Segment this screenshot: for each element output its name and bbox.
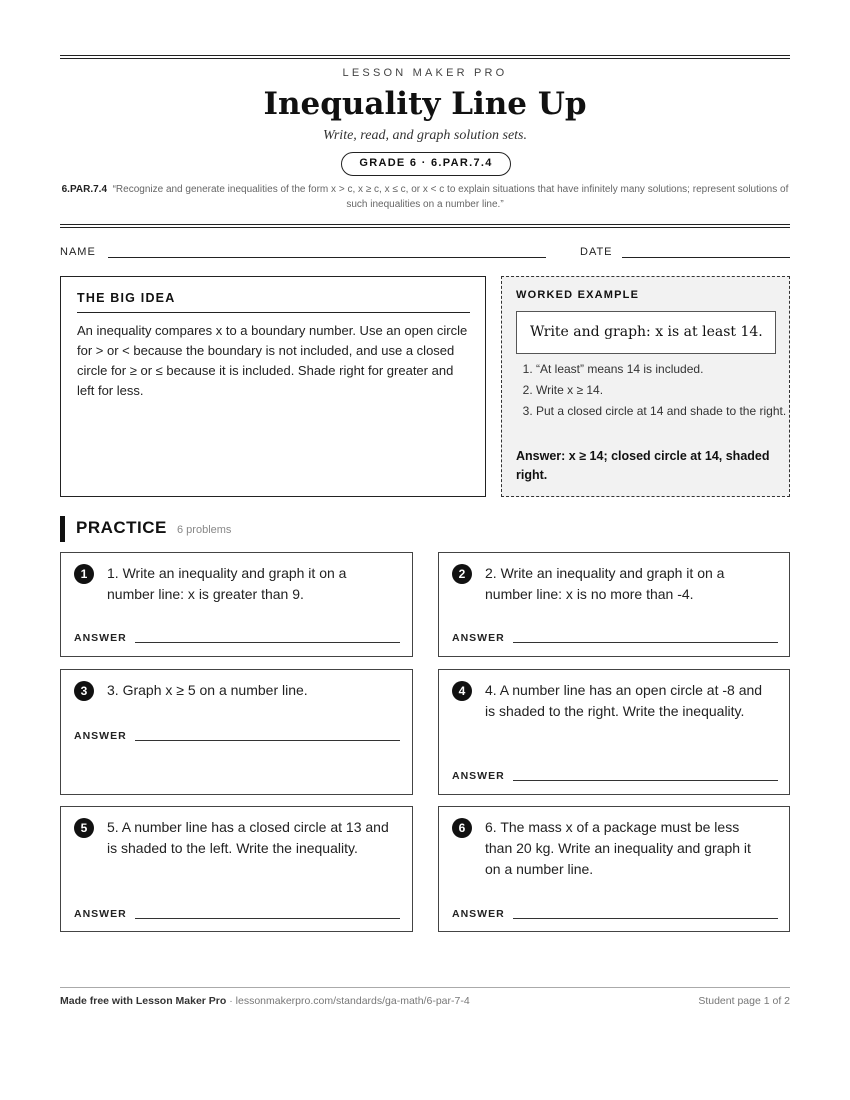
page-title: Inequality Line Up	[263, 86, 587, 122]
answer-label: ANSWER	[74, 908, 127, 920]
problem-card-3	[60, 669, 413, 795]
worked-step: 3. Put a closed circle at 14 and shade to the right.	[536, 401, 798, 422]
name-label: NAME	[60, 246, 96, 258]
worked-example-answer: Answer: x ≥ 14; closed circle at 14, shaded right.	[516, 449, 770, 482]
name-field-line[interactable]	[108, 257, 546, 258]
header-bottom-double-rule	[60, 224, 790, 228]
standard-text: “Recognize and generate inequalities of the form x > c, x ≥ c, x ≤ c, or x < c to explain situations that have infinitely many solutions; represent solutions of such inequalities on a number line.”	[112, 184, 789, 210]
worked-example-box	[501, 276, 790, 497]
problem-text: 3. Graph x ≥ 5 on a number line.	[107, 682, 308, 698]
problem-text: 4. A number line has an open circle at -8 and is shaded to the right. Write the inequality.	[485, 682, 763, 719]
grade-badge: GRADE 6 · 6.PAR.7.4	[341, 152, 511, 176]
answer-line[interactable]	[513, 918, 778, 919]
problem-card-6	[438, 806, 790, 932]
answer-label: ANSWER	[452, 632, 505, 644]
worked-step: 1. “At least” means 14 is included.	[536, 359, 798, 380]
footer-page-number: Student page 1 of 2	[698, 995, 790, 1007]
problem-number-badge: 6	[452, 818, 472, 838]
date-field-line[interactable]	[622, 257, 790, 258]
practice-count: 6 problems	[177, 524, 232, 536]
problem-number-badge: 4	[452, 681, 472, 701]
standard-description	[60, 182, 790, 212]
worked-example-steps	[516, 359, 798, 422]
problem-card-5	[60, 806, 413, 932]
problem-number-badge: 1	[74, 564, 94, 584]
answer-line[interactable]	[513, 780, 778, 781]
worked-example-prompt: Write and graph: x is at least 14.	[516, 311, 776, 354]
big-idea-box	[60, 276, 486, 497]
page-subtitle: Write, read, and graph solution sets.	[322, 128, 528, 143]
footer-made-with: Made free with Lesson Maker Pro	[60, 995, 227, 1007]
footer-credit	[60, 995, 470, 1007]
problem-text: 6. The mass x of a package must be less than 20 kg. Write an inequality and graph it on a number line.	[485, 819, 751, 877]
footer-rule	[60, 987, 790, 988]
answer-label: ANSWER	[452, 770, 505, 782]
big-idea-heading: THE BIG IDEA	[77, 291, 470, 313]
answer-label: ANSWER	[74, 730, 127, 742]
problem-text: 2. Write an inequality and graph it on a number line: x is no more than -4.	[485, 565, 725, 602]
problem-card-1	[60, 552, 413, 657]
brand-name: LESSON MAKER PRO	[342, 67, 508, 79]
big-idea-body: An inequality compares x to a boundary number. Use an open circle for > or < because the boundary is not included, and use a closed circle for ≥ or ≤ because it is included. Shade right for greater and left for less.	[77, 323, 468, 398]
worked-step: 2. Write x ≥ 14.	[536, 380, 798, 401]
date-label: DATE	[580, 246, 613, 258]
standard-code: 6.PAR.7.4	[61, 184, 108, 195]
answer-label: ANSWER	[74, 632, 127, 644]
answer-line[interactable]	[513, 642, 778, 643]
problem-card-2	[438, 552, 790, 657]
top-double-rule	[60, 55, 790, 59]
practice-accent-bar	[60, 516, 65, 542]
problem-number-badge: 3	[74, 681, 94, 701]
problem-number-badge: 5	[74, 818, 94, 838]
practice-heading: PRACTICE	[76, 518, 167, 537]
answer-line[interactable]	[135, 918, 400, 919]
problem-number-badge: 2	[452, 564, 472, 584]
problem-text: 5. A number line has a closed circle at 13 and is shaded to the left. Write the inequality.	[107, 819, 389, 856]
answer-label: ANSWER	[452, 908, 505, 920]
footer-url[interactable]: · lessonmakerpro.com/standards/ga-math/6-par-7-4	[226, 995, 470, 1007]
problem-card-4	[438, 669, 790, 795]
worked-example-heading: WORKED EXAMPLE	[516, 289, 640, 301]
answer-line[interactable]	[135, 642, 400, 643]
problem-text: 1. Write an inequality and graph it on a number line: x is greater than 9.	[107, 565, 347, 602]
answer-line[interactable]	[135, 740, 400, 741]
